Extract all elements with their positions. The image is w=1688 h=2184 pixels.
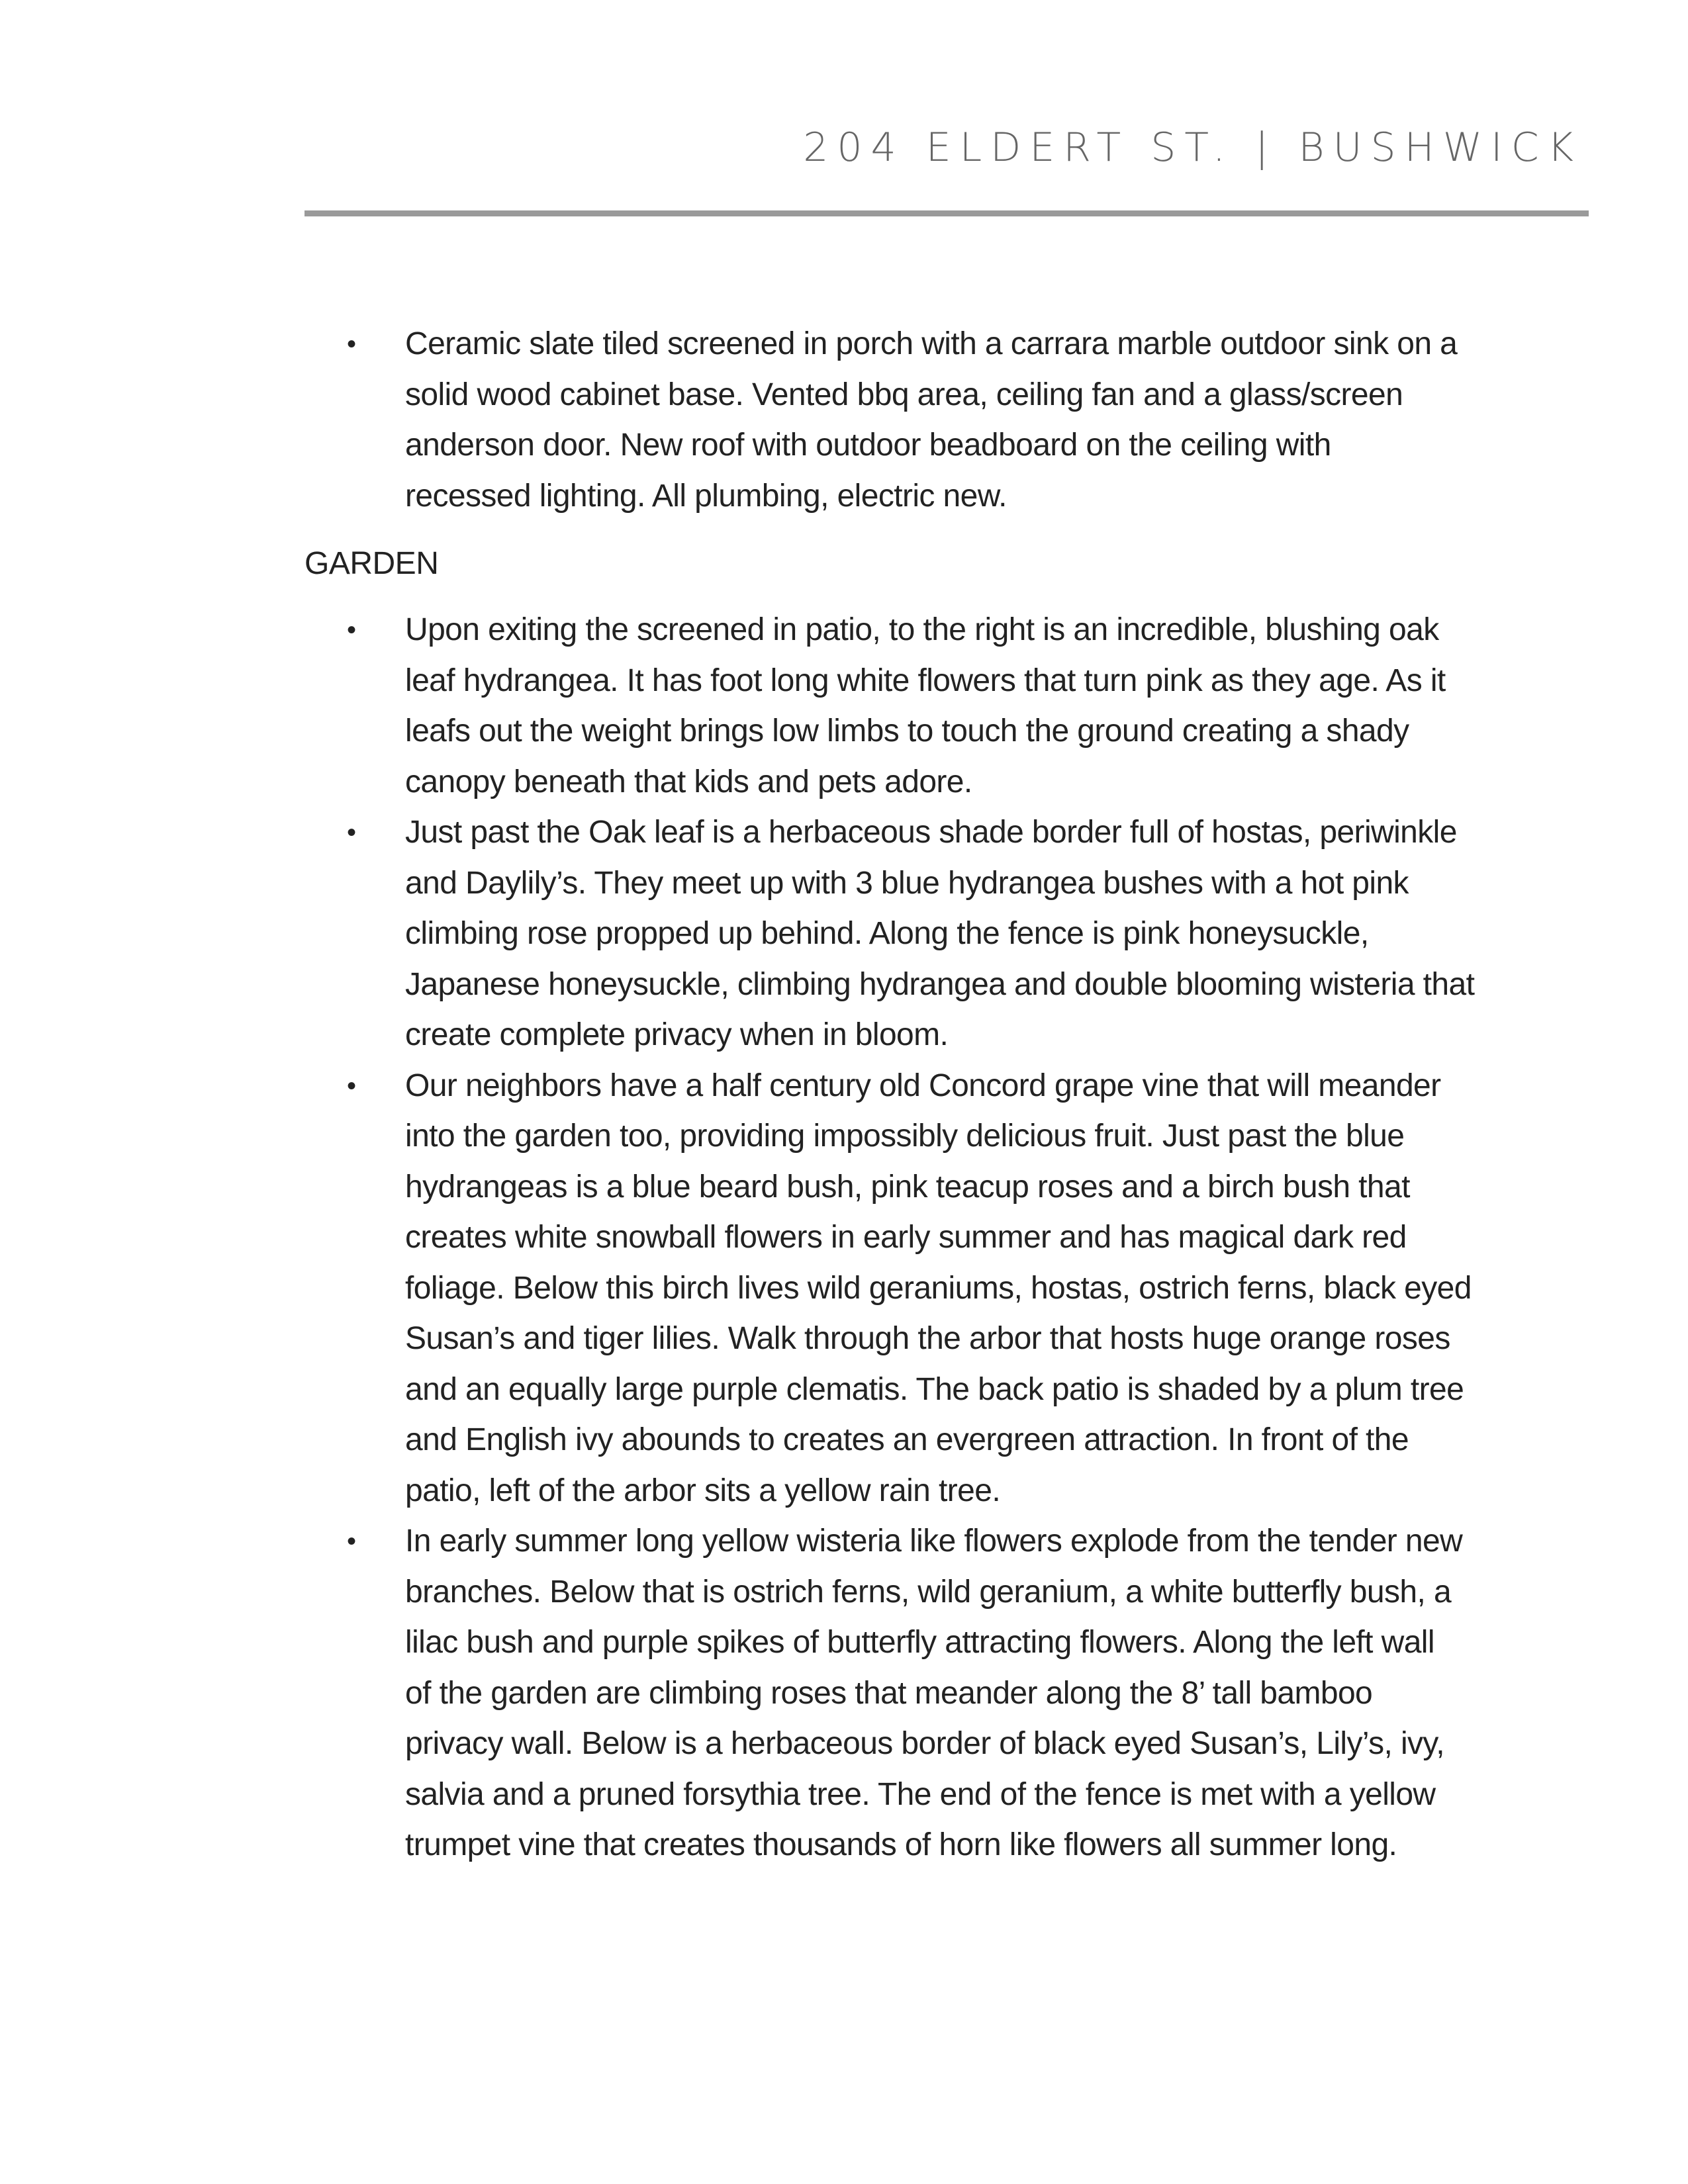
text-line: branches. Below that is ostrich ferns, wild geranium, a white butterfly bush, a xyxy=(405,1574,1452,1610)
text-line: anderson door. New roof with outdoor beadboard on the ceiling with xyxy=(405,428,1331,463)
text-line: patio, left of the arbor sits a yellow rain tree. xyxy=(405,1473,1001,1508)
text-line: and English ivy abounds to creates an evergreen attraction. In front of the xyxy=(405,1422,1409,1457)
section-heading-garden: GARDEN xyxy=(305,546,439,581)
text-line: salvia and a pruned forsythia tree. The end of the fence is met with a yellow xyxy=(405,1776,1436,1812)
text-line: foliage. Below this birch lives wild geraniums, hostas, ostrich ferns, black eyed xyxy=(405,1270,1472,1306)
text-line: create complete privacy when in bloom. xyxy=(405,1017,949,1052)
header-divider xyxy=(305,210,1589,216)
text-line: Japanese honeysuckle, climbing hydrangea and double blooming wisteria that xyxy=(405,966,1475,1002)
text-line: recessed lighting. All plumbing, electric new. xyxy=(405,478,1007,514)
garden-bullet-item xyxy=(305,1516,1602,1871)
bullet-icon: • xyxy=(347,1071,357,1101)
text-line: of the garden are climbing roses that meander along the 8’ tall bamboo xyxy=(405,1675,1373,1711)
garden-bullet-item xyxy=(305,605,1602,807)
porch-bullet-item xyxy=(305,319,1602,522)
text-line: Ceramic slate tiled screened in porch with a carrara marble outdoor sink on a xyxy=(405,326,1458,361)
text-line: leaf hydrangea. It has foot long white flowers that turn pink as they age. As it xyxy=(405,662,1446,698)
text-line: lilac bush and purple spikes of butterfly attracting flowers. Along the left wall xyxy=(405,1625,1434,1660)
text-line: Our neighbors have a half century old Concord grape vine that will meander xyxy=(405,1068,1441,1103)
document-body xyxy=(305,319,1602,1871)
text-line: Susan’s and tiger lilies. Walk through the arbor that hosts huge orange roses xyxy=(405,1321,1450,1356)
text-line: privacy wall. Below is a herbaceous border of black eyed Susan’s, Lily’s, ivy, xyxy=(405,1726,1444,1761)
garden-bullet-item xyxy=(305,807,1602,1061)
bullet-icon: • xyxy=(347,818,357,847)
document-header-title: 204 ELDERT ST. | BUSHWICK xyxy=(803,124,1582,171)
text-line: canopy beneath that kids and pets adore. xyxy=(405,764,972,799)
porch-list xyxy=(305,319,1602,522)
garden-list xyxy=(305,605,1602,1871)
garden-bullet-item xyxy=(305,1061,1602,1517)
text-line: climbing rose propped up behind. Along the fence is pink honeysuckle, xyxy=(405,916,1369,951)
text-line: creates white snowball flowers in early summer and has magical dark red xyxy=(405,1220,1407,1255)
bullet-icon: • xyxy=(347,615,357,645)
bullet-icon: • xyxy=(347,330,357,359)
text-line: Just past the Oak leaf is a herbaceous shade border full of hostas, periwinkle xyxy=(405,815,1457,850)
text-line: into the garden too, providing impossibly delicious fruit. Just past the blue xyxy=(405,1118,1405,1154)
text-line: In early summer long yellow wisteria like flowers explode from the tender new xyxy=(405,1524,1463,1559)
text-line: solid wood cabinet base. Vented bbq area, ceiling fan and a glass/screen xyxy=(405,377,1403,412)
text-line: and an equally large purple clematis. The back patio is shaded by a plum tree xyxy=(405,1371,1464,1407)
text-line: hydrangeas is a blue beard bush, pink teacup roses and a birch bush that xyxy=(405,1169,1410,1205)
text-line: Upon exiting the screened in patio, to the right is an incredible, blushing oak xyxy=(405,612,1439,647)
text-line: leafs out the weight brings low limbs to touch the ground creating a shady xyxy=(405,713,1409,749)
text-line: and Daylily’s. They meet up with 3 blue hydrangea bushes with a hot pink xyxy=(405,865,1409,901)
bullet-icon: • xyxy=(347,1527,357,1556)
text-line: trumpet vine that creates thousands of horn like flowers all summer long. xyxy=(405,1827,1397,1862)
